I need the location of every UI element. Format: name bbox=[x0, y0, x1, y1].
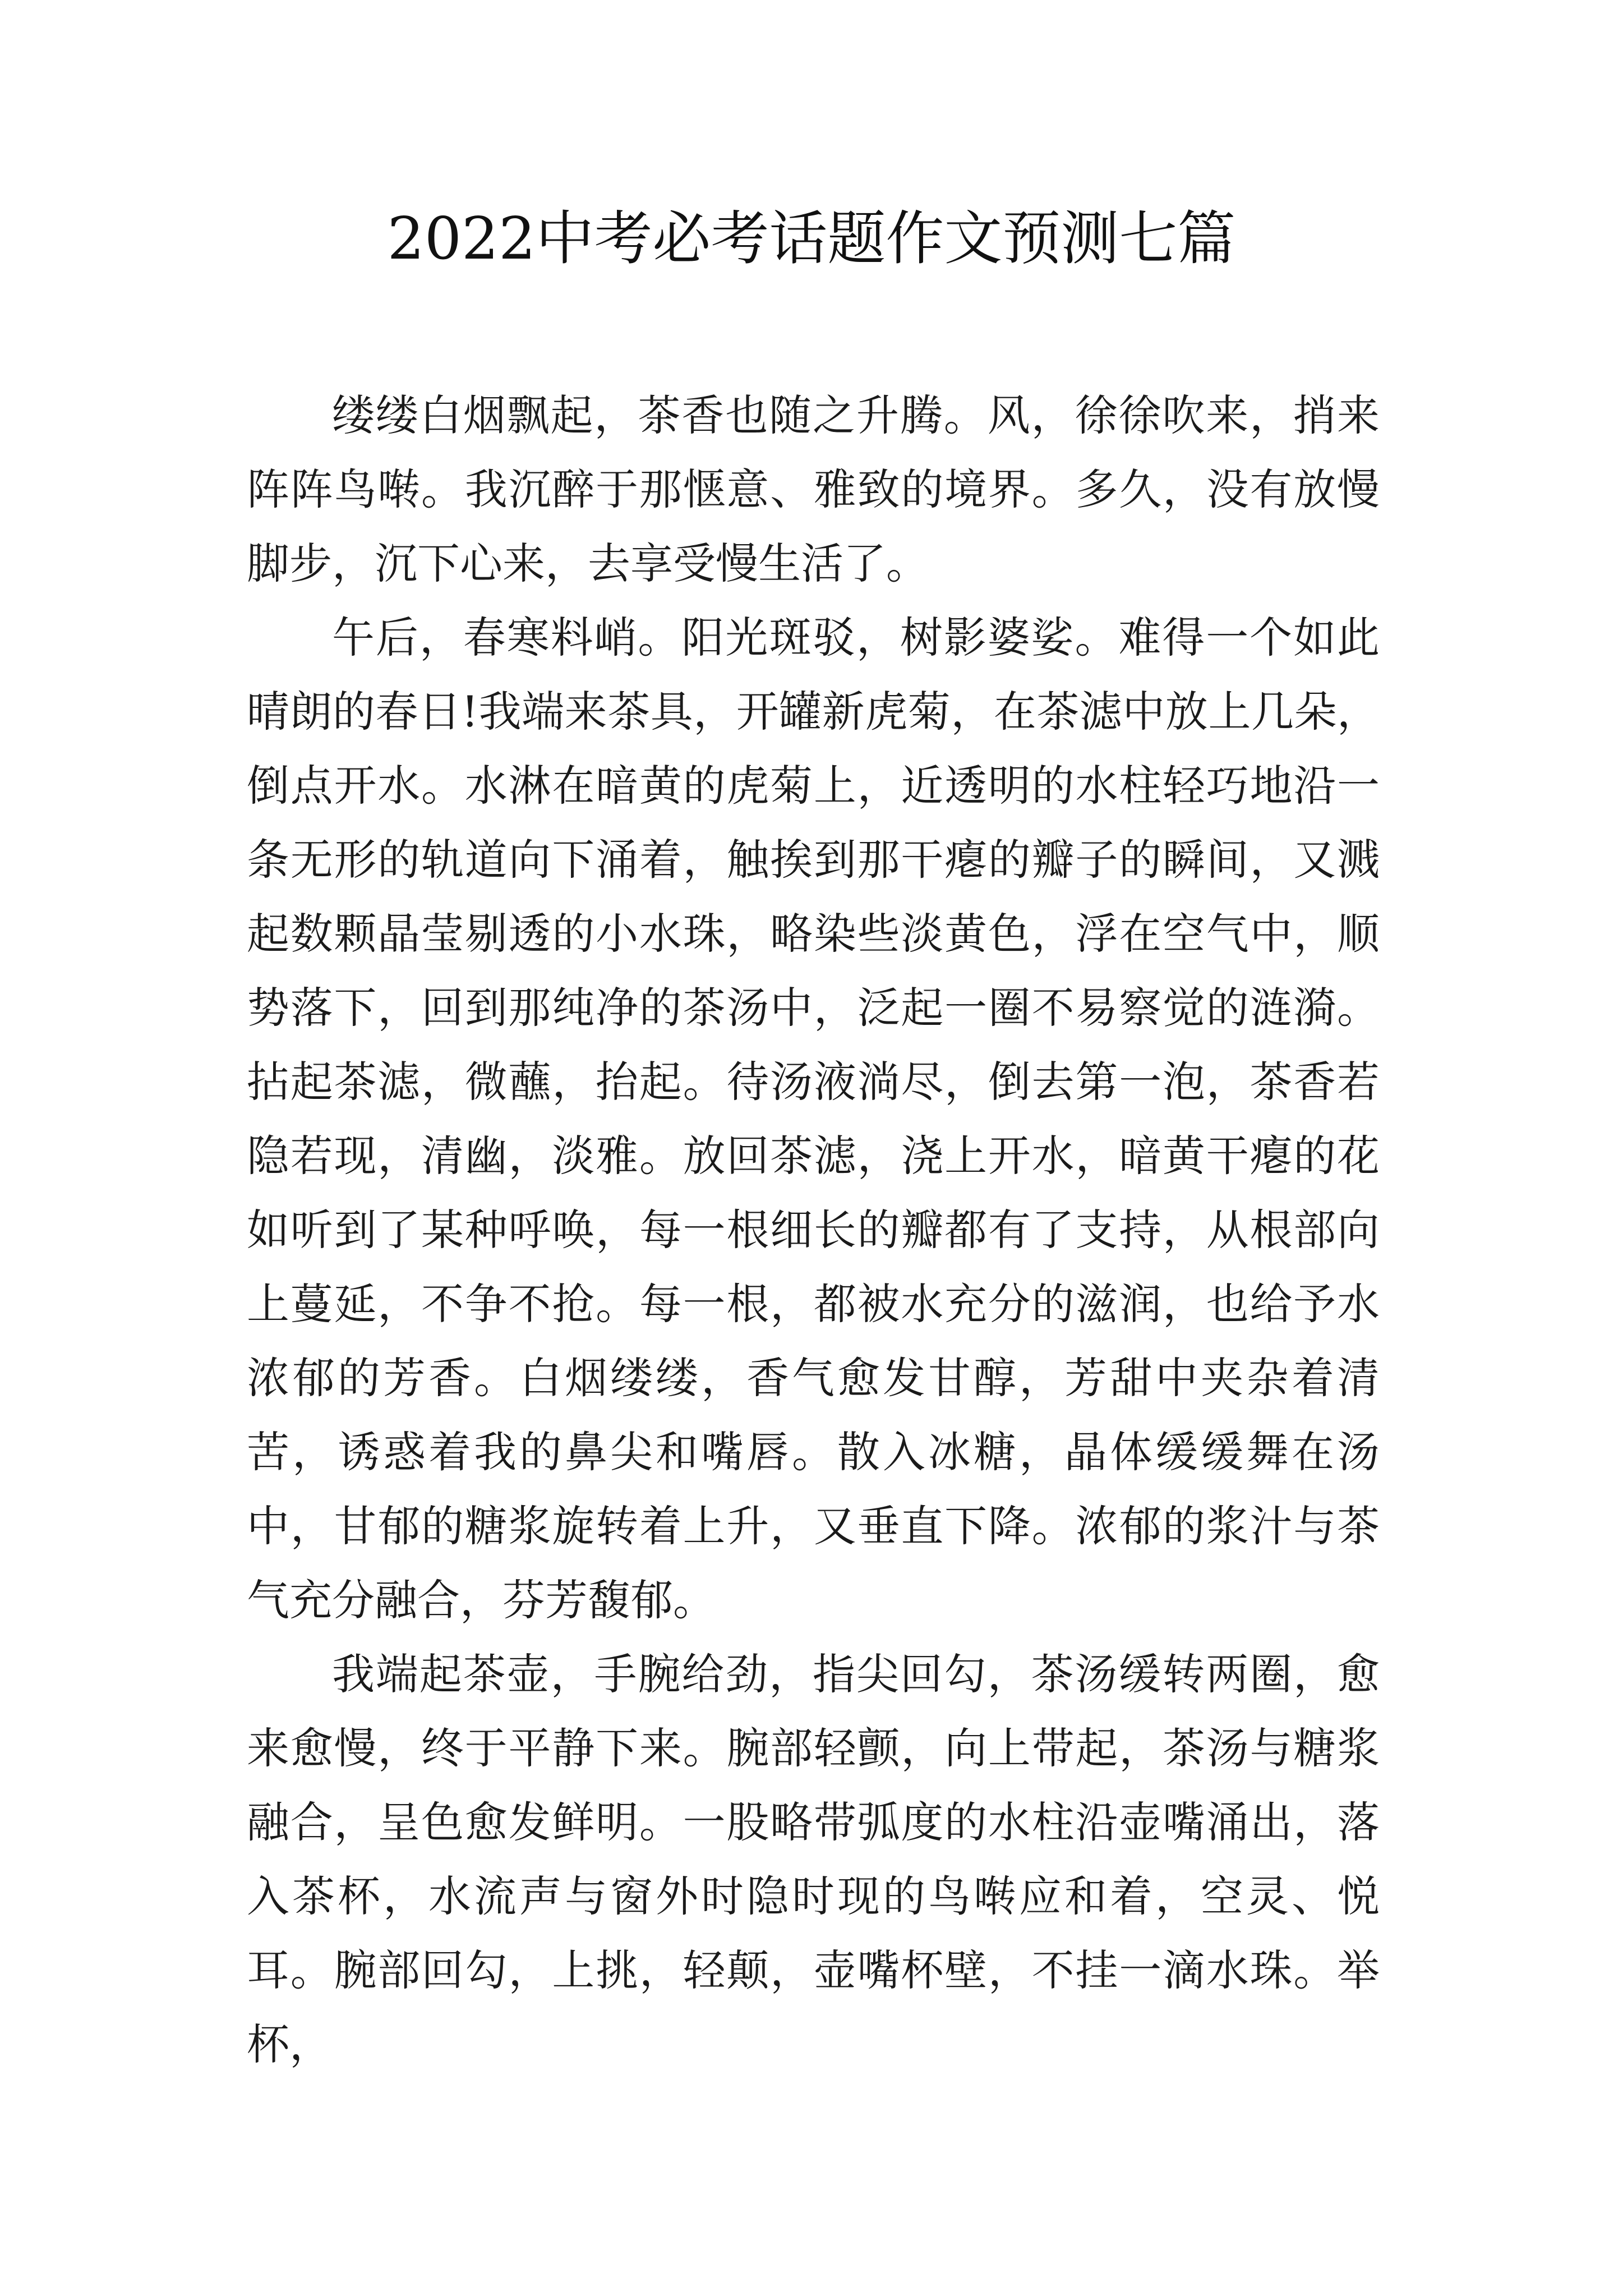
paragraph-3: 我端起茶壶，手腕给劲，指尖回勾，茶汤缓转两圈，愈来愈慢，终于平静下来。腕部轻颤，向上带起，茶汤与糖浆融合，呈色愈发鲜明。一股略带弧度的水柱沿壶嘴涌出，落入茶杯，水流声与窗外时隐时现的鸟啭应和着，空灵、悦耳。腕部回勾，上挑，轻颠，壶嘴杯壁，不挂一滴水珠。举杯， bbox=[247, 1649, 1380, 2069]
document-body bbox=[247, 379, 1380, 2082]
paragraph-1: 缕缕白烟飘起，茶香也随之升腾。风，徐徐吹来，捎来阵阵鸟啭。我沉醉于那惬意、雅致的境界。多久，没有放慢脚步，沉下心来，去享受慢生活了。 bbox=[247, 390, 1380, 588]
document-title: 2022中考必考话题作文预测七篇 bbox=[387, 204, 1236, 273]
paragraph-2: 午后，春寒料峭。阳光斑驳，树影婆娑。难得一个如此晴朗的春日!我端来茶具，开罐新虎菊，在茶滤中放上几朵，倒点开水。水淋在暗黄的虎菊上，近透明的水柱轻巧地沿一条无形的轨道向下涌着，触挨到那干瘪的瓣子的瞬间，又溅起数颗晶莹剔透的小水珠，略染些淡黄色，浮在空气中，顺势落下，回到那纯净的茶汤中，泛起一圈不易察觉的涟漪。拈起茶滤，微蘸，抬起。待汤液淌尽，倒去第一泡，茶香若隐若现，清幽，淡雅。放回茶滤，浇上开水，暗黄干瘪的花如听到了某种呼唤，每一根细长的瓣都有了支持，从根部向上蔓延，不争不抢。每一根，都被水充分的滋润，也给予水浓郁的芳香。白烟缕缕，香气愈发甘醇，芳甜中夹杂着清苦，诱惑着我的鼻尖和嘴唇。散入冰糖，晶体缓缓舞在汤中，甘郁的糖浆旋转着上升，又垂直下降。浓郁的浆汁与茶气充分融合，芬芳馥郁。 bbox=[247, 613, 1380, 1625]
